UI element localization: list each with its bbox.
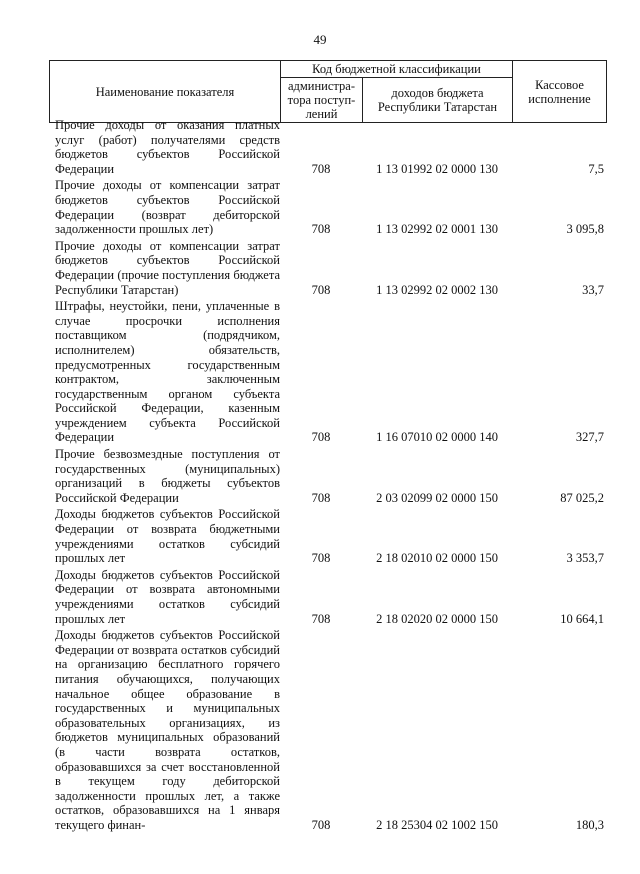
table-row <box>49 507 606 565</box>
row-income-code: 2 18 02010 02 0000 150 <box>376 551 498 566</box>
row-income-code: 1 13 01992 02 0000 130 <box>376 161 498 176</box>
header-income-line-2: Республики Татарстан <box>377 100 498 114</box>
header-income-column <box>363 78 513 123</box>
row-name: Доходы бюджетов субъектов Российской Федерации от возврата автономными учреждениями остатков субсидий прошлых лет <box>55 567 280 626</box>
row-name: Прочие безвозмездные поступления от государственных (муниципальных) организаций в бюджеты субъектов Российской Федерации <box>55 447 280 505</box>
table-header <box>49 60 607 123</box>
row-amount: 3 353,7 <box>566 551 604 566</box>
row-amount: 87 025,2 <box>560 490 604 505</box>
table-row <box>49 447 606 505</box>
row-admin-code: 708 <box>311 282 331 297</box>
table-body <box>49 118 606 835</box>
header-name-column: Наименование показателя <box>50 61 281 123</box>
table-row <box>49 178 606 236</box>
table-row <box>49 568 606 626</box>
header-admin-line-1: администра- <box>287 79 355 93</box>
header-amount-line-1: Кассовое <box>535 77 584 92</box>
row-name: Прочие доходы от компенсации затрат бюджетов субъектов Российской Федерации (прочие поступления бюджета Республики Татарстан) <box>55 238 280 297</box>
row-admin-code: 708 <box>311 430 331 445</box>
row-amount: 3 095,8 <box>566 222 604 237</box>
header-amount-column <box>513 61 607 123</box>
row-name: Прочие доходы от компенсации затрат бюджетов субъектов Российской Федерации (возврат дебиторской задолженности прошлых лет) <box>55 178 280 237</box>
header-code-group: Код бюджетной классификации <box>281 61 513 78</box>
table-row <box>49 118 606 176</box>
row-name: Доходы бюджетов субъектов Российской Федерации от возврата бюджетными учреждениями остатков субсидий прошлых лет <box>55 507 280 566</box>
row-amount: 327,7 <box>575 430 604 445</box>
row-name: Доходы бюджетов субъектов Российской Федерации от возврата остатков субсидий на организацию бесплатного горячего питания обучающихся, получающих начальное общее образование в государственных и муниципальных образовательных организациях, из бюджетов муниципальных образований (в части возврата остатков, образовавшихся за счет восстановленной в текущем году дебиторской задолженности прошлых лет, а также остатков, образовавшихся на 1 января текущего финан- <box>55 628 280 832</box>
header-amount-line-2: исполнение <box>528 91 591 106</box>
header-income-line-1: доходов бюджета <box>391 86 484 100</box>
row-admin-code: 708 <box>311 161 331 176</box>
row-admin-code: 708 <box>311 611 331 626</box>
row-admin-code: 708 <box>311 551 331 566</box>
row-name: Прочие доходы от оказания платных услуг (работ) получателями средств бюджетов субъектов Российской Федерации <box>55 118 280 176</box>
row-admin-code: 708 <box>311 817 331 832</box>
row-amount: 10 664,1 <box>560 611 604 626</box>
row-admin-code: 708 <box>311 222 331 237</box>
header-admin-line-3: лений <box>305 107 338 121</box>
row-income-code: 1 16 07010 02 0000 140 <box>376 430 498 445</box>
row-income-code: 1 13 02992 02 0002 130 <box>376 282 498 297</box>
row-income-code: 2 18 25304 02 1002 150 <box>376 817 498 832</box>
row-income-code: 2 03 02099 02 0000 150 <box>376 490 498 505</box>
row-income-code: 2 18 02020 02 0000 150 <box>376 611 498 626</box>
header-admin-line-2: тора поступ- <box>287 93 356 107</box>
row-amount: 7,5 <box>588 161 604 176</box>
row-name: Штрафы, неустойки, пени, уплаченные в случае просрочки исполнения поставщиком (подрядчиком, исполнителем) обязательств, предусмотренных государственным контрактом, заключенным государственным органом субъекта Российской Федерации, казенным учреждением субъекта Российской Федерации <box>55 299 280 445</box>
table-row <box>49 239 606 297</box>
page-number: 49 <box>313 32 327 47</box>
row-admin-code: 708 <box>311 490 331 505</box>
header-admin-column <box>281 78 363 123</box>
row-income-code: 1 13 02992 02 0001 130 <box>376 222 498 237</box>
table-row <box>49 299 606 445</box>
table-row <box>49 628 606 832</box>
row-amount: 180,3 <box>575 817 604 832</box>
row-amount: 33,7 <box>582 282 604 297</box>
